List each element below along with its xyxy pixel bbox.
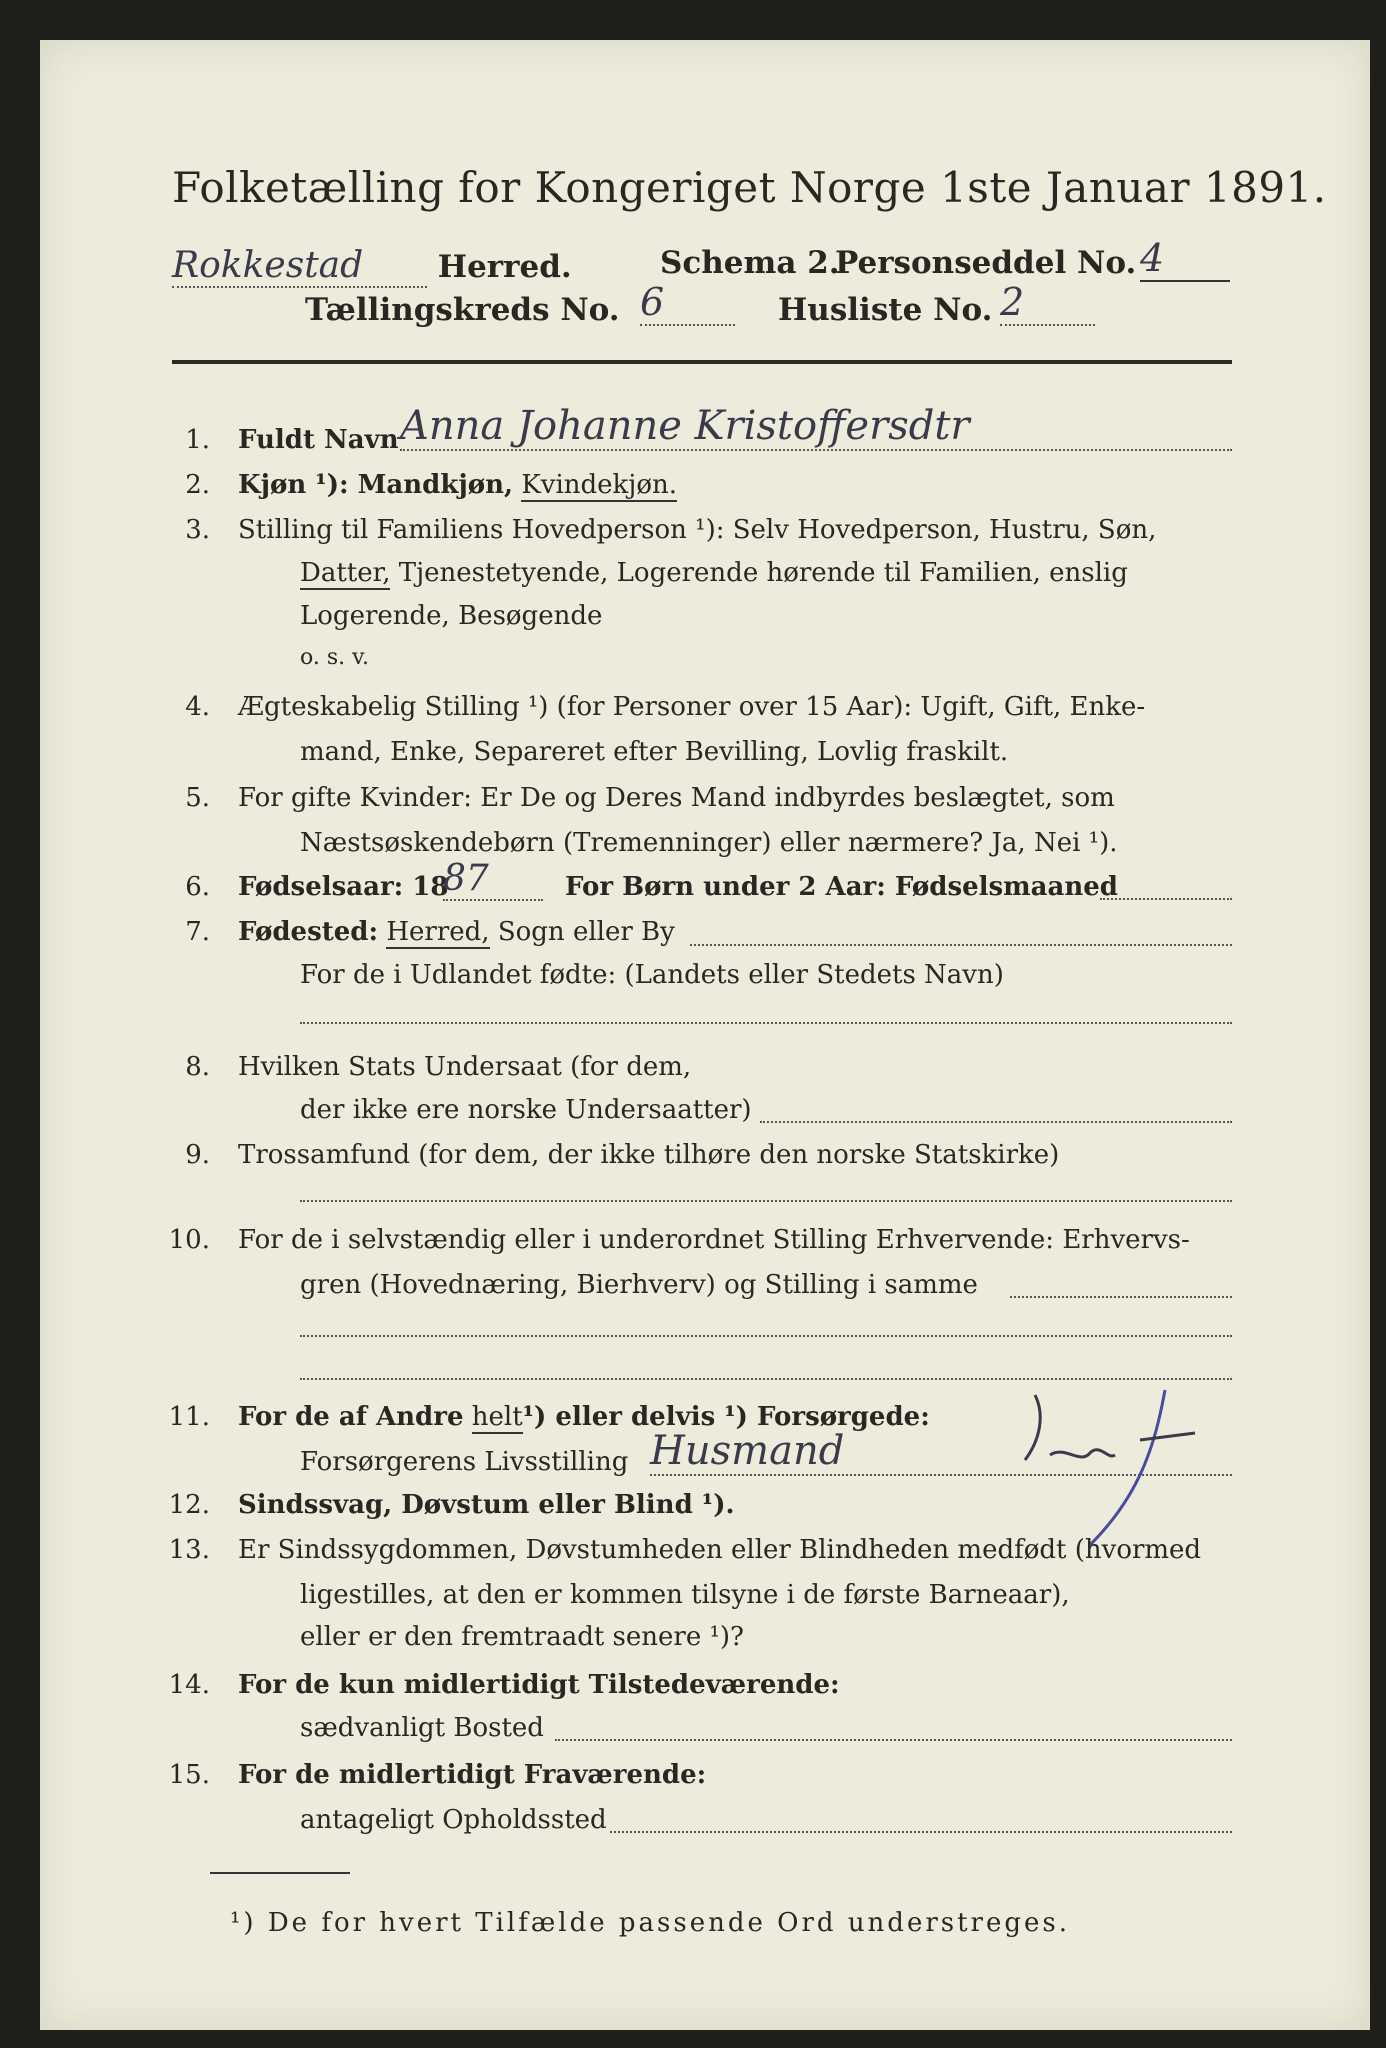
row-number: 10. xyxy=(168,1225,210,1255)
congenital-line-2: ligestilles, at den er kommen tilsyne i de første Barneaar), xyxy=(300,1580,1070,1610)
row-number: 2. xyxy=(185,470,210,500)
row-number: 15. xyxy=(168,1760,210,1790)
usual-residence-label: sædvanligt Bosted xyxy=(300,1713,544,1743)
birth-year-label: Fødselsaar: 18 xyxy=(238,872,449,902)
kreds-label: Tællingskreds No. xyxy=(305,292,620,328)
provider-occupation-label: Forsørgerens Livsstilling xyxy=(300,1447,629,1477)
husliste-value: 2 xyxy=(1000,280,1095,326)
relation-line-3: Logerende, Besøgende xyxy=(300,601,603,631)
gender-label: Kjøn ¹): Mandkjøn, xyxy=(238,470,514,500)
personseddel-value: 4 xyxy=(1140,236,1230,282)
dotted-fill xyxy=(1010,1296,1232,1298)
herred-label: Herred. xyxy=(437,249,572,285)
relation-line-1: Stilling til Familiens Hovedperson ¹): Selv Hovedperson, Hustru, Søn, xyxy=(238,515,1157,545)
marital-line-1: Ægteskabelig Stilling ¹) (for Personer over 15 Aar): Ugift, Gift, Enke- xyxy=(238,692,1146,722)
dotted-fill xyxy=(1100,898,1232,900)
temporary-present-line-1: For de kun midlertidigt Tilstedeværende: xyxy=(238,1670,840,1700)
occupation-line-1: For de i selvstændig eller i underordnet Stilling Erhvervende: Erhvervs- xyxy=(238,1225,1190,1255)
row-number: 1. xyxy=(185,425,210,455)
birthplace-label: Fødested: xyxy=(238,917,379,947)
census-form-page xyxy=(40,40,1370,2030)
provided-label-a: For de af Andre xyxy=(238,1402,464,1432)
relation-selected: Datter, xyxy=(300,558,391,588)
birth-month-label: For Børn under 2 Aar: Fødselsmaaned xyxy=(565,872,1118,902)
occupation-line-2: gren (Hovednæring, Bierhverv) og Stilling i samme xyxy=(300,1270,978,1300)
row-number: 7. xyxy=(185,917,210,947)
citizenship-line-1: Hvilken Stats Undersaat (for dem, xyxy=(238,1052,692,1082)
gender-selected: Kvindekjøn. xyxy=(521,470,678,500)
birth-year-value: 87 xyxy=(443,858,543,901)
dotted-fill xyxy=(300,1335,1232,1337)
personseddel-label: Personseddel No. xyxy=(835,245,1137,281)
gender-line xyxy=(238,470,677,500)
married-women-line-2: Næstsøskendebørn (Tremenninger) eller nærmere? Ja, Nei ¹). xyxy=(300,828,1118,858)
relation-line-4: o. s. v. xyxy=(300,645,369,670)
row-number: 13. xyxy=(168,1535,210,1565)
row-number: 5. xyxy=(185,783,210,813)
dotted-fill xyxy=(300,1378,1232,1380)
row-number: 14. xyxy=(168,1670,210,1700)
row-number: 3. xyxy=(185,515,210,545)
herred-value: Rokkestad xyxy=(172,245,427,288)
row-number: 12. xyxy=(168,1490,210,1520)
religion-line: Trossamfund (for dem, der ikke tilhøre den norske Statskirke) xyxy=(238,1140,1060,1170)
full-name-value: Anna Johanne Kristoffersdtr xyxy=(400,403,1232,451)
birthplace-abroad-line: For de i Udlandet fødte: (Landets eller Stedets Navn) xyxy=(300,960,1004,990)
husliste-label: Husliste No. xyxy=(778,292,993,328)
header-rule xyxy=(172,360,1232,364)
row-number: 4. xyxy=(185,692,210,722)
relation-line-2 xyxy=(300,558,1128,588)
handwritten-strokes xyxy=(1020,1385,1200,1555)
footnote-rule xyxy=(210,1872,350,1874)
dotted-fill xyxy=(690,944,1232,946)
provided-selected: helt xyxy=(471,1402,523,1432)
full-name-label: Fuldt Navn xyxy=(238,425,399,455)
birthplace-selected: Herred, xyxy=(386,917,490,947)
footnote: ¹) De for hvert Tilfælde passende Ord understreges. xyxy=(230,1908,1071,1938)
schema-label: Schema 2. xyxy=(660,245,840,281)
congenital-line-1: Er Sindssygdommen, Døvstumheden eller Blindheden medfødt (hvormed xyxy=(238,1535,1202,1565)
row-number: 11. xyxy=(168,1402,210,1432)
birthplace-line xyxy=(238,917,675,947)
probable-residence-label: antageligt Opholdssted xyxy=(300,1805,607,1835)
herred-line xyxy=(172,245,572,288)
dotted-fill xyxy=(760,1121,1232,1123)
disability-line: Sindssvag, Døvstum eller Blind ¹). xyxy=(238,1490,735,1520)
kreds-value: 6 xyxy=(640,280,735,326)
birthplace-rest: Sogn eller By xyxy=(497,917,675,947)
citizenship-line-2: der ikke ere norske Undersaatter) xyxy=(300,1095,752,1125)
row-number: 9. xyxy=(185,1140,210,1170)
relation-line-2-rest: Tjenestetyende, Logerende hørende til Familien, enslig xyxy=(398,558,1128,588)
marital-line-2: mand, Enke, Separeret efter Bevilling, Lovlig fraskilt. xyxy=(300,737,1009,767)
provided-label-b: ¹) eller delvis ¹) Forsørgede: xyxy=(522,1402,930,1432)
row-number: 6. xyxy=(185,872,210,902)
dotted-fill xyxy=(555,1739,1232,1741)
provider-occupation-value: Husmand xyxy=(650,1428,1232,1476)
dotted-fill xyxy=(300,1200,1232,1202)
row-number: 8. xyxy=(185,1052,210,1082)
married-women-line-1: For gifte Kvinder: Er De og Deres Mand indbyrdes beslægtet, som xyxy=(238,783,1115,813)
congenital-line-3: eller er den fremtraadt senere ¹)? xyxy=(300,1622,744,1652)
dotted-fill xyxy=(300,1022,1232,1024)
form-title: Folketælling for Kongeriget Norge 1ste Januar 1891. xyxy=(172,163,1327,212)
temporary-absent-line-1: For de midlertidigt Fraværende: xyxy=(238,1760,707,1790)
dotted-fill xyxy=(610,1831,1232,1833)
